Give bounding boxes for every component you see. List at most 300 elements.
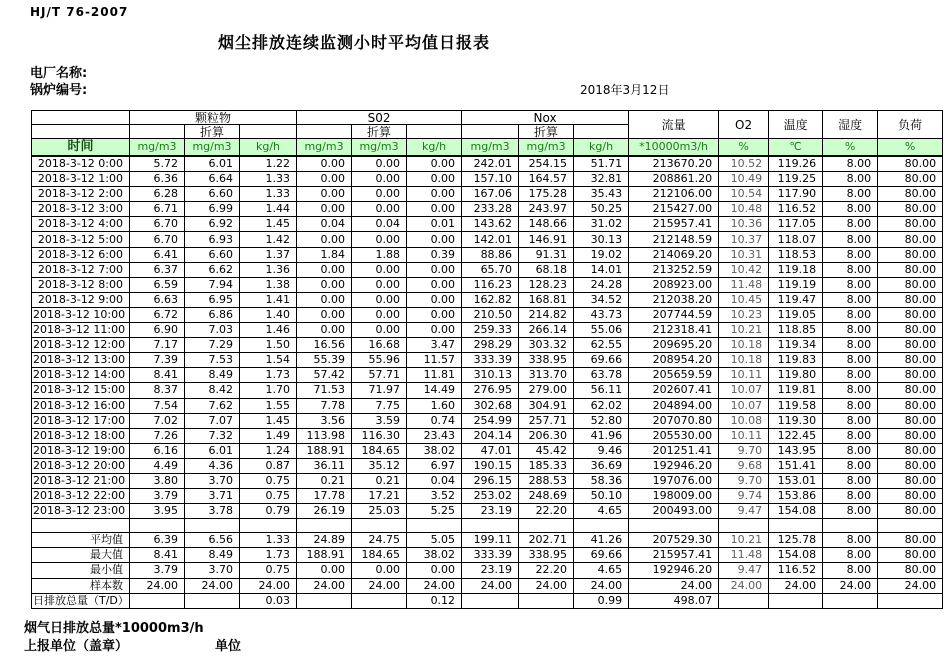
value-cell: 119.05 [769, 307, 823, 322]
value-cell: 8.49 [185, 548, 240, 563]
value-cell: 24.00 [352, 578, 407, 593]
value-cell: 5.05 [407, 533, 462, 548]
value-cell: 69.66 [574, 353, 629, 368]
value-cell: 8.00 [823, 548, 878, 563]
row-label: 2018-3-12 10:00 [32, 307, 130, 322]
value-cell: 0.00 [352, 323, 407, 338]
value-cell: 14.49 [407, 383, 462, 398]
value-cell: 7.07 [185, 413, 240, 428]
value-cell: 1.54 [240, 353, 297, 368]
value-cell: 4.65 [574, 563, 629, 578]
value-cell [878, 593, 943, 608]
value-cell: 9.74 [719, 489, 769, 504]
value-cell: 190.15 [462, 458, 519, 473]
value-cell: 6.70 [130, 232, 185, 247]
value-cell: 7.29 [185, 338, 240, 353]
value-cell: 1.55 [240, 398, 297, 413]
empty-cell [878, 519, 943, 533]
value-cell: 7.75 [352, 398, 407, 413]
value-cell: 154.08 [769, 504, 823, 519]
value-cell: 8.00 [823, 247, 878, 262]
value-cell: 197076.00 [629, 473, 719, 488]
value-cell: 1.50 [240, 338, 297, 353]
value-cell: 6.41 [130, 247, 185, 262]
value-cell: 184.65 [352, 548, 407, 563]
value-cell: 304.91 [519, 398, 574, 413]
value-cell: 0.00 [352, 156, 407, 172]
value-cell: 80.00 [878, 172, 943, 187]
empty-cell [407, 519, 462, 533]
row-label: 2018-3-12 20:00 [32, 458, 130, 473]
value-cell: 116.30 [352, 428, 407, 443]
value-cell: 0.00 [407, 277, 462, 292]
value-cell: 8.00 [823, 338, 878, 353]
value-cell: 80.00 [878, 307, 943, 322]
unit-header: kg/h [574, 139, 629, 157]
value-cell: 119.19 [769, 277, 823, 292]
value-cell: 5.72 [130, 156, 185, 172]
value-cell: 8.00 [823, 428, 878, 443]
empty-cell [297, 519, 352, 533]
value-cell: 279.00 [519, 383, 574, 398]
value-cell: 276.95 [462, 383, 519, 398]
value-cell [352, 593, 407, 608]
value-cell: 3.80 [130, 473, 185, 488]
row-label: 2018-3-12 12:00 [32, 338, 130, 353]
value-cell: 11.57 [407, 353, 462, 368]
value-cell: 0.00 [407, 172, 462, 187]
group-header-particulate: 颗粒物 [130, 111, 297, 125]
value-cell: 3.59 [352, 413, 407, 428]
summary-row [32, 533, 943, 548]
plant-name-label: 电厂名称: [30, 66, 88, 81]
summary-row [32, 548, 943, 563]
value-cell: 8.42 [185, 383, 240, 398]
value-cell: 119.47 [769, 292, 823, 307]
value-cell: 11.48 [719, 277, 769, 292]
value-cell: 167.06 [462, 187, 519, 202]
value-cell: 57.42 [297, 368, 352, 383]
value-cell: 80.00 [878, 428, 943, 443]
value-cell: 25.03 [352, 504, 407, 519]
value-cell: 6.16 [130, 443, 185, 458]
empty-cell [462, 519, 519, 533]
row-label: 2018-3-12 0:00 [32, 156, 130, 172]
value-cell: 1.41 [240, 292, 297, 307]
group-header-flow: 流量 [629, 111, 719, 139]
standard-code: HJ/T 76-2007 [30, 5, 129, 19]
unit-header: mg/m3 [185, 139, 240, 157]
value-cell: 184.65 [352, 443, 407, 458]
value-cell: 7.94 [185, 277, 240, 292]
value-cell [719, 593, 769, 608]
value-cell: 8.00 [823, 383, 878, 398]
hourly-data-row [32, 202, 943, 217]
group-header-load: 负荷 [878, 111, 943, 139]
value-cell: 122.45 [769, 428, 823, 443]
unit-header: mg/m3 [130, 139, 185, 157]
value-cell: 498.07 [629, 593, 719, 608]
unit-header: mg/m3 [297, 139, 352, 157]
row-label: 2018-3-12 21:00 [32, 473, 130, 488]
value-cell [185, 593, 240, 608]
value-cell: 0.00 [297, 156, 352, 172]
value-cell: 88.86 [462, 247, 519, 262]
value-cell: 10.11 [719, 428, 769, 443]
value-cell: 0.12 [407, 593, 462, 608]
unit-header: mg/m3 [462, 139, 519, 157]
value-cell: 8.00 [823, 368, 878, 383]
value-cell: 207744.59 [629, 307, 719, 322]
value-cell: 119.34 [769, 338, 823, 353]
empty-cell [407, 125, 462, 139]
value-cell: 32.81 [574, 172, 629, 187]
value-cell: 208954.20 [629, 353, 719, 368]
value-cell: 243.97 [519, 202, 574, 217]
hourly-data-row [32, 247, 943, 262]
boiler-number-label: 锅炉编号: [30, 83, 88, 98]
value-cell: 164.57 [519, 172, 574, 187]
value-cell: 26.19 [297, 504, 352, 519]
row-label: 最大值 [32, 548, 130, 563]
value-cell: 8.00 [823, 307, 878, 322]
row-label: 2018-3-12 22:00 [32, 489, 130, 504]
value-cell: 116.23 [462, 277, 519, 292]
value-cell: 117.90 [769, 187, 823, 202]
value-cell: 188.91 [297, 443, 352, 458]
value-cell: 3.56 [297, 413, 352, 428]
converted-label-nox: 折算 [519, 125, 574, 139]
value-cell: 153.86 [769, 489, 823, 504]
empty-corner-cell [32, 111, 130, 125]
header-row-units [32, 139, 943, 157]
value-cell: 80.00 [878, 504, 943, 519]
value-cell: 80.00 [878, 292, 943, 307]
value-cell: 80.00 [878, 443, 943, 458]
value-cell: 168.81 [519, 292, 574, 307]
value-cell: 1.33 [240, 533, 297, 548]
value-cell: 338.95 [519, 353, 574, 368]
value-cell: 188.91 [297, 548, 352, 563]
value-cell: 206.30 [519, 428, 574, 443]
value-cell: 1.70 [240, 383, 297, 398]
value-cell: 207529.30 [629, 533, 719, 548]
value-cell: 0.04 [352, 217, 407, 232]
value-cell: 41.26 [574, 533, 629, 548]
value-cell: 8.41 [130, 548, 185, 563]
hourly-data-row [32, 307, 943, 322]
row-label: 2018-3-12 18:00 [32, 428, 130, 443]
value-cell: 0.00 [352, 172, 407, 187]
value-cell: 34.52 [574, 292, 629, 307]
value-cell: 0.04 [297, 217, 352, 232]
value-cell: 242.01 [462, 156, 519, 172]
value-cell: 0.00 [297, 172, 352, 187]
value-cell: 38.02 [407, 443, 462, 458]
value-cell: 10.11 [719, 368, 769, 383]
value-cell: 215957.41 [629, 217, 719, 232]
value-cell: 16.56 [297, 338, 352, 353]
value-cell: 55.39 [297, 353, 352, 368]
value-cell: 143.62 [462, 217, 519, 232]
value-cell: 52.80 [574, 413, 629, 428]
value-cell: 248.69 [519, 489, 574, 504]
value-cell: 1.73 [240, 368, 297, 383]
value-cell: 16.68 [352, 338, 407, 353]
hourly-data-row [32, 458, 943, 473]
row-label: 2018-3-12 19:00 [32, 443, 130, 458]
row-label: 最小值 [32, 563, 130, 578]
value-cell: 24.00 [878, 578, 943, 593]
unit-header: % [823, 139, 878, 157]
empty-cell [185, 519, 240, 533]
value-cell: 10.37 [719, 232, 769, 247]
value-cell: 71.53 [297, 383, 352, 398]
value-cell: 201251.41 [629, 443, 719, 458]
value-cell: 205659.59 [629, 368, 719, 383]
value-cell: 10.45 [719, 292, 769, 307]
value-cell: 116.52 [769, 202, 823, 217]
value-cell: 4.49 [130, 458, 185, 473]
value-cell: 0.00 [297, 307, 352, 322]
value-cell: 0.03 [240, 593, 297, 608]
value-cell: 47.01 [462, 443, 519, 458]
value-cell: 119.80 [769, 368, 823, 383]
value-cell: 58.36 [574, 473, 629, 488]
empty-cell [297, 125, 352, 139]
value-cell: 24.00 [185, 578, 240, 593]
value-cell: 1.73 [240, 548, 297, 563]
value-cell: 204.14 [462, 428, 519, 443]
group-header-o2: O2 [719, 111, 769, 139]
value-cell: 0.00 [352, 307, 407, 322]
value-cell: 6.95 [185, 292, 240, 307]
value-cell: 3.78 [185, 504, 240, 519]
value-cell: 8.00 [823, 277, 878, 292]
value-cell: 80.00 [878, 156, 943, 172]
hourly-data-row [32, 504, 943, 519]
hourly-data-row [32, 443, 943, 458]
value-cell: 0.00 [407, 323, 462, 338]
value-cell: 1.42 [240, 232, 297, 247]
value-cell: 8.00 [823, 217, 878, 232]
value-cell: 17.78 [297, 489, 352, 504]
value-cell: 0.00 [407, 262, 462, 277]
hourly-data-row [32, 232, 943, 247]
value-cell: 71.97 [352, 383, 407, 398]
value-cell: 9.70 [719, 443, 769, 458]
value-cell [297, 593, 352, 608]
value-cell: 80.00 [878, 232, 943, 247]
value-cell: 0.00 [297, 323, 352, 338]
value-cell: 10.18 [719, 338, 769, 353]
value-cell: 0.99 [574, 593, 629, 608]
value-cell: 80.00 [878, 323, 943, 338]
row-label: 2018-3-12 14:00 [32, 368, 130, 383]
row-label: 平均值 [32, 533, 130, 548]
value-cell: 1.33 [240, 172, 297, 187]
value-cell: 80.00 [878, 489, 943, 504]
value-cell: 80.00 [878, 398, 943, 413]
converted-label-so2: 折算 [352, 125, 407, 139]
value-cell: 14.01 [574, 262, 629, 277]
value-cell: 41.96 [574, 428, 629, 443]
value-cell: 0.00 [407, 232, 462, 247]
value-cell: 1.44 [240, 202, 297, 217]
value-cell: 0.00 [297, 277, 352, 292]
header-row-groups [32, 111, 943, 125]
value-cell: 31.02 [574, 217, 629, 232]
value-cell: 10.07 [719, 383, 769, 398]
value-cell: 117.05 [769, 217, 823, 232]
value-cell: 8.00 [823, 323, 878, 338]
value-cell: 0.00 [352, 187, 407, 202]
value-cell: 6.60 [185, 187, 240, 202]
hourly-data-row [32, 413, 943, 428]
value-cell: 0.00 [407, 187, 462, 202]
row-label: 2018-3-12 15:00 [32, 383, 130, 398]
value-cell: 118.85 [769, 323, 823, 338]
hourly-data-row [32, 353, 943, 368]
value-cell: 10.08 [719, 413, 769, 428]
value-cell: 215427.00 [629, 202, 719, 217]
empty-cell [574, 519, 629, 533]
spacer-row [32, 519, 943, 533]
value-cell: 205530.00 [629, 428, 719, 443]
value-cell: 24.00 [629, 578, 719, 593]
unit-label: 单位 [215, 639, 242, 654]
value-cell: 9.70 [719, 473, 769, 488]
value-cell: 116.52 [769, 563, 823, 578]
empty-cell [130, 519, 185, 533]
report-date: 2018年3月12日 [580, 83, 670, 97]
value-cell: 24.00 [769, 578, 823, 593]
unit-header: % [719, 139, 769, 157]
value-cell: 24.00 [407, 578, 462, 593]
value-cell: 8.00 [823, 413, 878, 428]
value-cell: 8.00 [823, 489, 878, 504]
row-label: 样本数 [32, 578, 130, 593]
hourly-data-row [32, 277, 943, 292]
value-cell: 80.00 [878, 548, 943, 563]
value-cell: 128.23 [519, 277, 574, 292]
row-label: 2018-3-12 5:00 [32, 232, 130, 247]
value-cell: 233.28 [462, 202, 519, 217]
value-cell: 154.08 [769, 548, 823, 563]
value-cell: 0.00 [407, 563, 462, 578]
group-header-nox: Nox [462, 111, 629, 125]
value-cell: 10.31 [719, 247, 769, 262]
unit-header: kg/h [407, 139, 462, 157]
value-cell: 214.82 [519, 307, 574, 322]
value-cell: 254.15 [519, 156, 574, 172]
daily-total-row [32, 593, 943, 608]
value-cell: 6.92 [185, 217, 240, 232]
value-cell: 10.07 [719, 398, 769, 413]
value-cell: 8.00 [823, 473, 878, 488]
value-cell: 3.70 [185, 473, 240, 488]
hourly-data-row [32, 292, 943, 307]
empty-cell [629, 519, 719, 533]
value-cell: 119.26 [769, 156, 823, 172]
value-cell: 0.21 [297, 473, 352, 488]
value-cell: 148.66 [519, 217, 574, 232]
value-cell: 5.25 [407, 504, 462, 519]
value-cell: 0.75 [240, 489, 297, 504]
value-cell: 310.13 [462, 368, 519, 383]
value-cell: 0.00 [352, 262, 407, 277]
value-cell: 333.39 [462, 548, 519, 563]
value-cell: 55.96 [352, 353, 407, 368]
value-cell: 1.84 [297, 247, 352, 262]
value-cell: 7.53 [185, 353, 240, 368]
value-cell: 6.36 [130, 172, 185, 187]
unit-header: mg/m3 [352, 139, 407, 157]
value-cell: 7.26 [130, 428, 185, 443]
value-cell: 24.00 [297, 578, 352, 593]
row-label: 2018-3-12 1:00 [32, 172, 130, 187]
empty-cell [519, 519, 574, 533]
value-cell: 8.49 [185, 368, 240, 383]
value-cell [769, 593, 823, 608]
value-cell: 6.56 [185, 533, 240, 548]
unit-header: % [878, 139, 943, 157]
value-cell: 1.40 [240, 307, 297, 322]
value-cell: 214069.20 [629, 247, 719, 262]
value-cell: 6.59 [130, 277, 185, 292]
value-cell: 7.32 [185, 428, 240, 443]
row-label: 2018-3-12 3:00 [32, 202, 130, 217]
value-cell: 207070.80 [629, 413, 719, 428]
value-cell: 3.71 [185, 489, 240, 504]
value-cell: 6.71 [130, 202, 185, 217]
value-cell: 153.01 [769, 473, 823, 488]
value-cell: 24.00 [823, 578, 878, 593]
value-cell: 10.54 [719, 187, 769, 202]
value-cell: 0.39 [407, 247, 462, 262]
value-cell: 6.93 [185, 232, 240, 247]
value-cell: 1.88 [352, 247, 407, 262]
value-cell: 118.53 [769, 247, 823, 262]
value-cell: 0.87 [240, 458, 297, 473]
summary-row [32, 563, 943, 578]
value-cell: 68.18 [519, 262, 574, 277]
value-cell: 0.00 [297, 202, 352, 217]
value-cell: 119.81 [769, 383, 823, 398]
value-cell: 0.00 [352, 563, 407, 578]
value-cell: 0.74 [407, 413, 462, 428]
empty-cell [462, 125, 519, 139]
value-cell: 3.52 [407, 489, 462, 504]
value-cell: 80.00 [878, 277, 943, 292]
value-cell: 0.75 [240, 473, 297, 488]
value-cell: 1.46 [240, 323, 297, 338]
value-cell: 69.66 [574, 548, 629, 563]
hourly-data-row [32, 473, 943, 488]
value-cell: 80.00 [878, 413, 943, 428]
value-cell: 9.47 [719, 563, 769, 578]
row-label: 2018-3-12 7:00 [32, 262, 130, 277]
value-cell: 8.00 [823, 232, 878, 247]
value-cell: 8.00 [823, 504, 878, 519]
group-header-so2: S02 [297, 111, 462, 125]
value-cell: 6.01 [185, 156, 240, 172]
value-cell: 6.63 [130, 292, 185, 307]
value-cell: 1.22 [240, 156, 297, 172]
value-cell: 1.37 [240, 247, 297, 262]
value-cell: 0.00 [297, 187, 352, 202]
value-cell: 3.47 [407, 338, 462, 353]
